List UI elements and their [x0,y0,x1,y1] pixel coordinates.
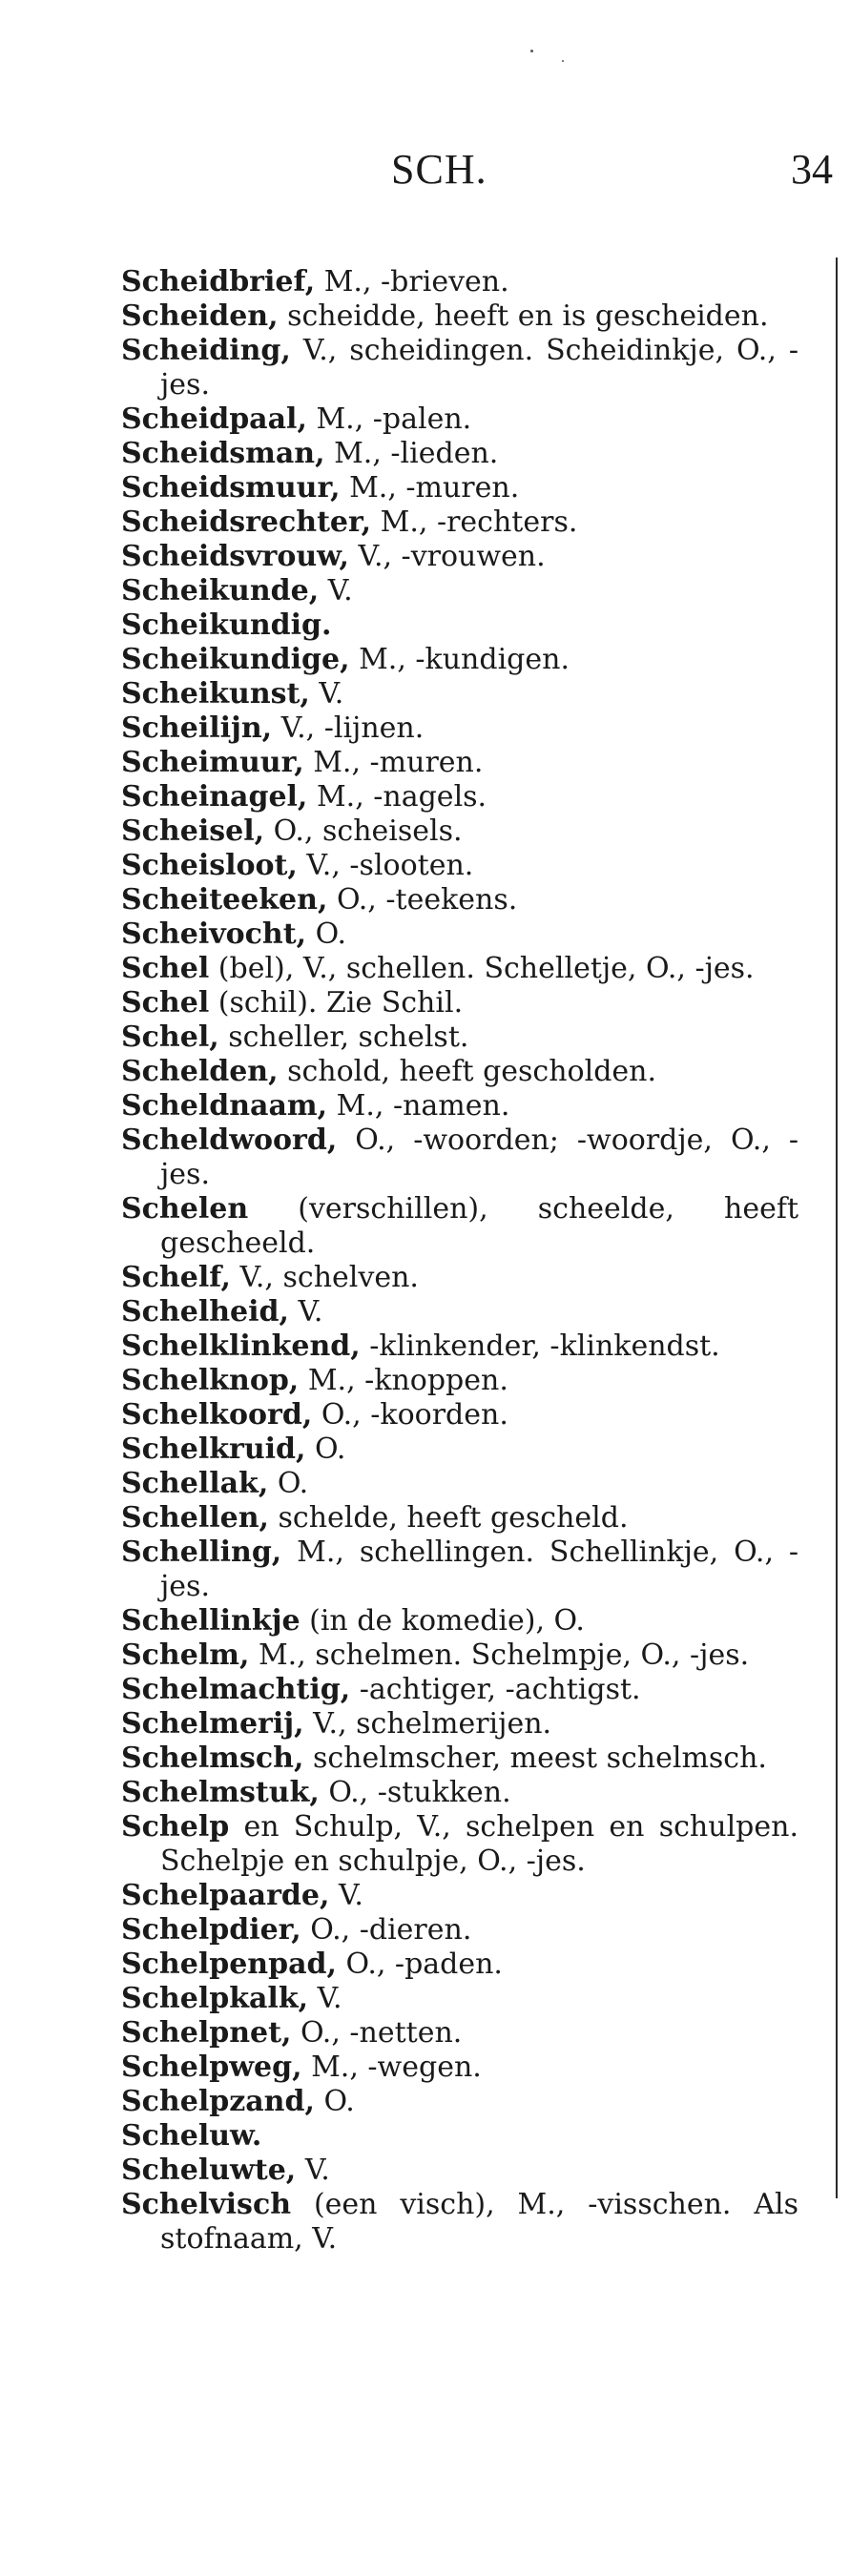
dictionary-entry [121,2085,798,2119]
entry-headword: Schelf, [121,1261,231,1294]
entry-headword: Scheidsmuur, [121,471,341,505]
entry-headword: Schelpnet, [121,2016,292,2050]
dictionary-entry [121,505,798,540]
entry-headword: Schellak, [121,1467,269,1500]
dictionary-entry [121,1741,798,1776]
entry-headword: Scheiteeken, [121,883,328,917]
entry-definition: V. [304,2154,330,2187]
dictionary-entry [121,643,798,677]
entry-definition: M., -wegen. [311,2050,482,2084]
entry-definition: en Schulp, V., schelpen en schulpen. Schelpje en schulpje, O., -jes. [160,1810,798,1878]
dictionary-entry [121,1913,798,1947]
dictionary-entry [121,1192,798,1261]
entry-headword: Schellen, [121,1501,269,1535]
dictionary-entry [121,1123,798,1192]
dictionary-entry [121,1810,798,1879]
entry-definition: O. [315,917,346,951]
entry-headword: Schelknop, [121,1364,300,1397]
dictionary-entry [121,1879,798,1913]
dictionary-entry [121,883,798,917]
dictionary-entry [121,1673,798,1707]
running-head: SCH. [391,146,487,193]
entry-headword: Scheisel, [121,814,265,848]
entry-definition: M., -rechters. [380,505,578,539]
entry-definition: V., -vrouwen. [358,540,546,573]
entry-definition: -achtiger, -achtigst. [359,1673,641,1706]
entry-definition: O., -stukken. [328,1776,511,1809]
dictionary-entry [121,1398,798,1432]
dictionary-entry [121,814,798,849]
entry-definition: M., -nagels. [316,780,487,814]
dictionary-entry [121,849,798,883]
entry-definition: O., -woorden; -woordje, O., -jes. [160,1123,799,1191]
entry-headword: Scheluw. [121,2119,262,2153]
dictionary-entry [121,1947,798,1982]
dictionary-entry [121,986,798,1020]
dictionary-entry [121,471,798,505]
dictionary-entry [121,265,798,299]
entry-headword: Scheikunst, [121,677,310,711]
dictionary-entry [121,1329,798,1364]
entry-definition: -klinkender, -klinkendst. [369,1329,720,1363]
entry-headword: Schelpzand, [121,2085,315,2118]
dictionary-entry [121,677,798,711]
entry-headword: Schelden, [121,1055,279,1088]
entry-definition: V. [327,574,353,608]
entry-headword: Schelpaarde, [121,1879,330,1912]
entry-headword: Schelmstuk, [121,1776,320,1809]
entry-definition: (een visch), M., -visschen. Als stofnaam, V. [160,2188,798,2256]
dictionary-entry [121,2050,798,2085]
entry-definition: (in de komedie), O. [309,1604,585,1638]
entry-headword: Schelmachtig, [121,1673,351,1706]
entry-headword: Scheimuur, [121,746,304,779]
dictionary-entry [121,1638,798,1673]
entry-definition: M., -brieven. [323,265,509,299]
entry-headword: Schelvisch [121,2188,292,2221]
entry-headword: Schelpweg, [121,2050,302,2084]
dictionary-entry [121,402,798,437]
scan-speck [530,50,533,52]
entry-headword: Scheinagel, [121,780,308,814]
entry-definition: O. [323,2085,355,2118]
entry-headword: Scheiden, [121,299,279,333]
entry-definition: (bel), V., schellen. Schelletje, O., -jes. [218,952,755,985]
entry-definition: scheller, schelst. [228,1020,469,1054]
entry-definition: M., -knoppen. [307,1364,508,1397]
entry-headword: Scheisloot, [121,849,298,882]
entry-headword: Schelheid, [121,1295,289,1329]
dictionary-entry [121,1020,798,1055]
entry-definition: schelde, heeft gescheld. [278,1501,629,1535]
entry-headword: Scheldnaam, [121,1089,328,1123]
dictionary-entry [121,1295,798,1329]
entry-definition: O., scheisels. [273,814,463,848]
entry-headword: Scheidbrief, [121,265,316,299]
dictionary-entry [121,1261,798,1295]
entry-definition: M., -lieden. [334,437,499,470]
entry-headword: Schellinkje [121,1604,301,1638]
entry-definition: M., -kundigen. [359,643,570,676]
dictionary-entry [121,1055,798,1089]
dictionary-entry [121,1432,798,1467]
dictionary-entry [121,1604,798,1638]
entry-headword: Scheidpaal, [121,402,307,436]
entry-headword: Schelklinkend, [121,1329,361,1363]
entry-headword: Schelkruid, [121,1432,306,1466]
dictionary-entry [121,746,798,780]
entry-headword: Scheidsvrouw, [121,540,349,573]
entry-definition: M., -muren. [349,471,520,505]
entry-headword: Scheldwoord, [121,1123,338,1157]
dictionary-entry [121,1707,798,1741]
entry-headword: Schelpenpad, [121,1947,337,1981]
dictionary-entry [121,437,798,471]
dictionary-entry [121,608,798,643]
entry-headword: Schelpdier, [121,1913,301,1947]
dictionary-entry [121,2016,798,2050]
entry-definition: V., scheidingen. Scheidinkje, O., -jes. [160,334,798,402]
dictionary-entry [121,299,798,334]
entry-headword: Scheluwte, [121,2154,297,2187]
dictionary-entry [121,1535,798,1604]
entry-headword: Scheikundig. [121,608,332,642]
dictionary-entry [121,711,798,746]
dictionary-entry [121,1364,798,1398]
entry-definition: V. [298,1295,323,1329]
entry-definition: O., -teekens. [336,883,518,917]
entry-headword: Scheidsrechter, [121,505,372,539]
entry-headword: Scheiding, [121,334,291,367]
entry-definition: O., -netten. [300,2016,463,2050]
dictionary-entry [121,1089,798,1123]
entry-definition: V., schelven. [239,1261,419,1294]
dictionary-entry [121,334,798,402]
entry-definition: M., -palen. [316,402,472,436]
entry-definition: M., -muren. [313,746,484,779]
dictionary-column [121,265,798,2257]
entry-headword: Schelmerij, [121,1707,304,1741]
entry-definition: (schil). Zie Schil. [218,986,464,1020]
entry-headword: Schelmsch, [121,1741,304,1775]
column-rule [836,258,838,2198]
entry-headword: Schel, [121,1020,219,1054]
page-number: 34 [791,146,833,193]
entry-definition: O., -paden. [345,1947,503,1981]
entry-headword: Scheikunde, [121,574,320,608]
entry-definition: V. [317,1982,342,2015]
entry-definition: O. [315,1432,346,1466]
entry-definition: O. [277,1467,309,1500]
entry-definition: (verschillen), scheelde, heeft gescheeld. [160,1192,798,1260]
dictionary-entry [121,952,798,986]
entry-definition: V., -lijnen. [280,711,425,745]
entry-definition: V. [338,1879,363,1912]
dictionary-entry [121,2119,798,2154]
entry-headword: Scheivocht, [121,917,307,951]
entry-headword: Schelpkalk, [121,1982,309,2015]
dictionary-entry [121,1776,798,1810]
dictionary-entry [121,540,798,574]
entry-definition: M., schelmen. Schelmpje, O., -jes. [258,1638,750,1672]
entry-definition: schold, heeft gescholden. [287,1055,657,1088]
entry-definition: V. [319,677,344,711]
entry-headword: Scheikundige, [121,643,350,676]
dictionary-entry [121,917,798,952]
entry-definition: V., -slooten. [306,849,474,882]
entry-definition: scheidde, heeft en is gescheiden. [287,299,769,333]
dictionary-entry [121,1501,798,1535]
entry-headword: Schel [121,986,210,1020]
dictionary-entry [121,574,798,608]
entry-headword: Schelling, [121,1535,282,1569]
entry-definition: O., -dieren. [310,1913,472,1947]
dictionary-entry [121,2188,798,2257]
entry-headword: Scheidsman, [121,437,325,470]
entry-definition: M., -namen. [336,1089,510,1123]
entry-headword: Schel [121,952,210,985]
entry-definition: schelmscher, meest schelmsch. [312,1741,767,1775]
entry-headword: Schelkoord, [121,1398,313,1432]
entry-definition: O., -koorden. [321,1398,508,1432]
entry-definition: M., schellingen. Schellinkje, O., -jes. [160,1535,798,1603]
entry-definition: V., schelmerijen. [313,1707,552,1741]
entry-headword: Schelen [121,1192,249,1226]
dictionary-entry [121,1982,798,2016]
dictionary-entry [121,780,798,814]
entry-headword: Schelp [121,1810,230,1844]
entry-headword: Scheilijn, [121,711,273,745]
entry-headword: Schelm, [121,1638,250,1672]
dictionary-entry [121,2154,798,2188]
page-header [0,145,850,202]
dictionary-entry [121,1467,798,1501]
scan-speck [562,60,564,62]
